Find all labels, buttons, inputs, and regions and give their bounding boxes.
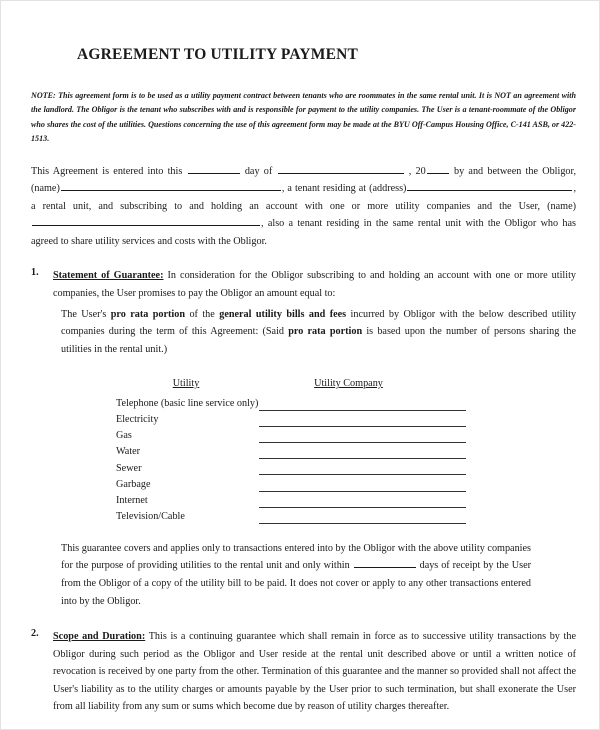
pro-rata-text-4: is based upon the number of persons sharing the utilities in the rental unit.) <box>61 326 577 355</box>
utility-name-cell: Television/Cable <box>116 511 185 523</box>
guarantee-text-1: This guarantee covers and applies only to transactions entered into by the Obligor with the above utility companies for the purpose of providing utilities to the rental unit and only within <box>61 542 531 572</box>
guarantee-coverage-paragraph <box>61 540 531 610</box>
month-blank-field[interactable] <box>278 163 404 174</box>
intro-paragraph <box>31 163 576 251</box>
document-sheet <box>31 1 576 730</box>
day-blank-field[interactable] <box>188 163 240 174</box>
section-1-heading: Statement of Guarantee: <box>53 270 164 282</box>
utility-name-cell: Water <box>116 446 141 458</box>
intro-text-1: This Agreement is entered into this <box>31 165 183 177</box>
pro-rata-paragraph <box>61 306 576 359</box>
pro-rata-bold-2: general utility bills and fees <box>219 308 347 320</box>
pro-rata-text-1: The User's <box>61 308 107 320</box>
section-2-text: This is a continuing guarantee which shall remain in force as to successive utility transactions by the Obligor during such period as the Obligor and User reside at the rental unit described above or until a written notice of revocation is received by one party from the other. Termination of this guarantee and the manner so provided shall not affect the User's liability as to the utility charges or amounts payable by the User prior to such termination, but shall exonerate the User from all liability from any sum or sums which become due by reason of utility charges thereafter. <box>53 631 576 713</box>
table-row <box>116 459 466 475</box>
section-statement-of-guarantee <box>31 267 576 358</box>
guarantee-text-2: days of receipt by the User from the Obligor of a copy of the utility bill to be paid. It does not cover or apply to any other transactions entered into by the Obligor. <box>61 560 532 607</box>
intro-text-5: (name) <box>31 183 60 195</box>
section-2-body <box>53 628 576 716</box>
user-name-blank-field[interactable] <box>32 216 260 227</box>
note-block <box>31 89 576 147</box>
utility-name-cell: Telephone (basic line service only) <box>116 397 259 409</box>
column-header-utility-company: Utility Company <box>314 378 383 390</box>
table-row <box>116 394 466 410</box>
utility-name-cell: Electricity <box>116 414 159 426</box>
section-scope-and-duration <box>31 628 576 716</box>
section-number-2: 2. <box>31 628 39 640</box>
obligor-address-blank-field[interactable] <box>407 181 572 192</box>
pro-rata-text-3: incurred by Obligor with the below described utility companies during the term of this Agreement: (Said <box>61 308 577 338</box>
utility-company-blank-field[interactable] <box>259 446 466 459</box>
section-1-body <box>53 267 576 302</box>
utility-company-blank-field[interactable] <box>259 479 466 492</box>
days-blank-field[interactable] <box>354 558 416 569</box>
page-title: AGREEMENT TO UTILITY PAYMENT <box>77 46 359 63</box>
table-row <box>116 443 466 459</box>
table-header-row <box>116 376 466 391</box>
utility-name-cell: Gas <box>116 430 132 442</box>
utility-name-cell: Internet <box>116 495 148 506</box>
pro-rata-bold-3: pro rata portion <box>288 326 363 338</box>
intro-text-6: , a tenant residing at (address) <box>281 183 407 195</box>
obligor-name-blank-field[interactable] <box>61 181 281 192</box>
utility-company-blank-field[interactable] <box>259 495 466 508</box>
intro-text-8: (name) <box>547 200 576 212</box>
utility-company-blank-field[interactable] <box>259 511 466 524</box>
intro-text-9: , also a tenant residing in the same rental unit with the Obligor who has agreed to share utility services and costs with the Obligor. <box>31 218 576 247</box>
utility-company-blank-field[interactable] <box>259 462 466 475</box>
intro-text-3: , 20 <box>408 165 426 177</box>
table-row <box>116 411 466 427</box>
section-2-heading: Scope and Duration: <box>53 631 146 643</box>
table-row <box>116 492 466 508</box>
pro-rata-text-2: of the <box>189 308 215 320</box>
section-1-text: In consideration for the Obligor subscribing to and holding an account with one or more utility companies, the User promises to pay the Obligor an amount equal to: <box>53 270 577 299</box>
intro-text-7: , a rental unit, and subscribing to and holding an account with one or more utility companies and the User, <box>31 183 576 212</box>
note-label: NOTE: <box>31 91 56 101</box>
table-body <box>116 394 466 524</box>
utility-name-cell: Sewer <box>116 462 142 474</box>
intro-text-4: by and between the Obligor, <box>454 165 577 177</box>
intro-text-2: day of <box>244 165 273 177</box>
utility-company-blank-field[interactable] <box>259 430 466 443</box>
table-row <box>116 475 466 491</box>
utility-company-blank-field[interactable] <box>259 414 466 427</box>
column-header-utility: Utility <box>172 378 200 390</box>
pro-rata-bold-1: pro rata portion <box>110 308 186 320</box>
table-row <box>116 508 466 524</box>
utility-name-cell: Garbage <box>116 478 151 490</box>
year-blank-field[interactable] <box>427 163 449 174</box>
table-row <box>116 427 466 443</box>
section-number-1: 1. <box>31 267 39 279</box>
utility-company-table <box>116 376 466 524</box>
utility-company-blank-field[interactable] <box>259 398 466 411</box>
note-text: This agreement form is to be used as a utility payment contract between tenants who are roommates in the same rental unit. It is NOT an agreement with the landlord. The Obligor is the tenant who subscribes with and is responsible for payment to the utility companies. The User is a tenant-roommate of the Obligor who shares the cost of the utilities. Questions concerning the use of this agreement form may be made at the BYU Off-Campus Housing Office, C-141 ASB, or 422-1513. <box>31 91 576 144</box>
